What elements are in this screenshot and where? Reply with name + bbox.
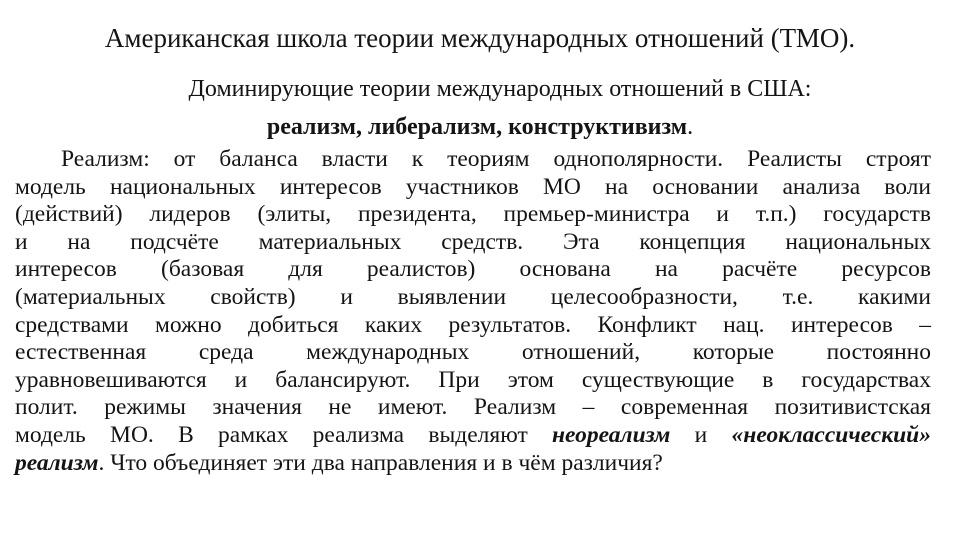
body-line: модель национальных интересов участников МО на основании анализа воли	[15, 173, 931, 200]
body-text	[15, 146, 931, 477]
body-line: полит. режимы значения не имеют. Реализм – современная позитивистская	[15, 394, 931, 421]
theory-liberalism: либерализм	[368, 114, 497, 140]
body-line-terms	[15, 422, 931, 450]
question-text: . Что объединяет эти два направления и в чём различия?	[98, 449, 663, 476]
body-line-question	[15, 450, 931, 478]
slide-title: Американская школа теории международных отношений (ТМО).	[104, 23, 856, 53]
body-line: (материальных свойств) и выявлении целесообразности, т.е. какими	[15, 283, 931, 310]
theories-list	[0, 112, 960, 142]
body-line: естественная среда международных отношений, которые постоянно	[15, 339, 931, 366]
theory-realism: реализм	[266, 114, 356, 140]
theory-end: .	[687, 114, 694, 140]
slide-subtitle: Доминирующие теории международных отношений в США:	[188, 76, 812, 102]
theory-separator: ,	[356, 114, 368, 140]
term-neoclassical: «неоклассический»	[731, 421, 932, 448]
body-line: интересов (базовая для реалистов) основана на расчёте ресурсов	[15, 256, 931, 283]
body-line: и на подсчёте материальных средств. Эта концепция национальных	[15, 228, 931, 255]
body-line: Реализм: от баланса власти к теориям однополярности. Реалисты строят	[61, 146, 931, 172]
body-line: (действий) лидеров (элиты, президента, премьер-министра и т.п.) государств	[15, 201, 931, 228]
body-line: средствами можно добиться каких результатов. Конфликт нац. интересов –	[15, 311, 931, 338]
line-prefix: модель МО. В рамках реализма выделяют	[15, 421, 553, 448]
body-line: уравновешиваются и балансируют. При этом существующие в государствах	[15, 366, 931, 393]
term-neorealism: неореализм	[552, 421, 671, 448]
theory-separator: ,	[496, 114, 509, 140]
term-realism: реализм	[15, 449, 99, 476]
line-conjunction: и	[670, 421, 732, 448]
theory-constructivism: конструктивизм	[508, 114, 688, 140]
